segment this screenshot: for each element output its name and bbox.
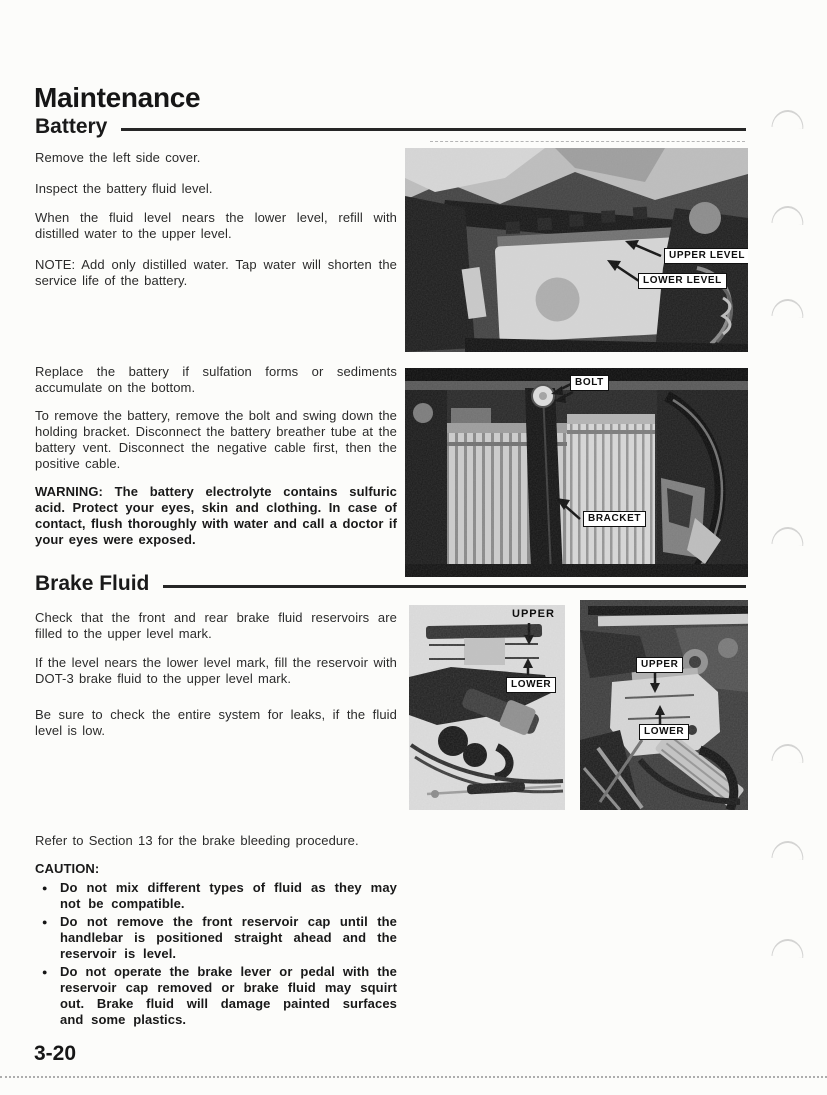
battery-paragraph-4: Replace the battery if sulfation forms or sediments accumulate on the bottom. — [35, 364, 397, 395]
binding-mark — [771, 205, 804, 225]
caution-item-text: Do not mix different types of fluid as they may not be compatible. — [60, 880, 397, 911]
bullet-icon: ● — [42, 883, 48, 893]
upper-level-label: UPPER LEVEL — [664, 248, 748, 264]
brake-fluid-section-heading — [35, 572, 746, 596]
photo-front-reservoir — [409, 605, 565, 810]
bolt-label: BOLT — [570, 375, 609, 391]
photo-rear-reservoir — [580, 600, 748, 810]
binding-mark — [771, 298, 804, 318]
battery-paragraph-3: When the fluid level nears the lower level, refill with distilled water to the upper level. — [35, 210, 397, 241]
binding-mark — [771, 526, 804, 546]
front-upper-label: UPPER — [512, 608, 555, 620]
bracket-label: BRACKET — [583, 511, 646, 527]
binding-mark — [771, 938, 804, 958]
page-bottom-edge — [0, 1076, 827, 1078]
caution-item-text: Do not operate the brake lever or pedal with the reservoir cap removed or brake fluid may squirt out. Brake fluid will damage painted surfaces and some plastics. — [60, 964, 397, 1027]
battery-removal-photo-illustration — [405, 368, 748, 577]
brake-paragraph-3: Be sure to check the entire system for leaks, if the fluid level is low. — [35, 707, 397, 738]
battery-section-heading — [35, 115, 746, 139]
page-title: Maintenance — [34, 82, 201, 113]
refer-note: Refer to Section 13 for the brake bleeding procedure. — [35, 833, 359, 848]
binding-mark — [771, 743, 804, 763]
battery-warning: WARNING: The battery electrolyte contains sulfuric acid. Protect your eyes, skin and clothing. In case of contact, flush thoroughly with water and call a doctor if your eyes were exposed. — [35, 484, 397, 547]
brake-paragraph-2: If the level nears the lower level mark, fill the reservoir with DOT-3 brake fluid to the upper level mark. — [35, 655, 397, 686]
battery-heading-text: Battery — [35, 115, 108, 138]
battery-paragraph-5: To remove the battery, remove the bolt and swing down the holding bracket. Disconnect the battery breather tube at the battery vent. Disconnect the negative cable first, then the positive cable. — [35, 408, 397, 471]
rear-reservoir-photo-illustration — [580, 600, 748, 810]
bullet-icon: ● — [42, 917, 48, 927]
bullet-icon: ● — [42, 967, 48, 977]
battery-heading-rule — [121, 128, 746, 131]
front-reservoir-photo-illustration — [409, 605, 565, 810]
battery-paragraph-1: Remove the left side cover. — [35, 150, 201, 165]
binding-mark — [771, 840, 804, 860]
caution-item — [35, 880, 397, 912]
battery-note: NOTE: Add only distilled water. Tap water will shorten the service life of the battery. — [35, 257, 397, 288]
brake-fluid-heading-text: Brake Fluid — [35, 572, 150, 595]
caution-item — [35, 964, 397, 1028]
lower-level-label: LOWER LEVEL — [638, 273, 727, 289]
caution-list — [35, 880, 397, 1030]
brake-paragraph-1: Check that the front and rear brake fluid reservoirs are filled to the upper level mark. — [35, 610, 397, 641]
binding-mark — [771, 109, 804, 129]
caution-heading: CAUTION: — [35, 861, 100, 876]
photo-battery-fluid-level — [405, 148, 748, 352]
front-lower-label: LOWER — [506, 677, 556, 693]
caution-item — [35, 914, 397, 962]
photo-battery-removal — [405, 368, 748, 577]
page-number: 3-20 — [34, 1042, 77, 1065]
rear-lower-label: LOWER — [639, 724, 689, 740]
scan-artifact-line — [430, 141, 745, 142]
brake-fluid-heading-rule — [163, 585, 746, 588]
battery-paragraph-2: Inspect the battery fluid level. — [35, 181, 213, 196]
rear-upper-label: UPPER — [636, 657, 683, 673]
caution-item-text: Do not remove the front reservoir cap until the handlebar is positioned straight ahead and the reservoir is level. — [60, 914, 397, 961]
